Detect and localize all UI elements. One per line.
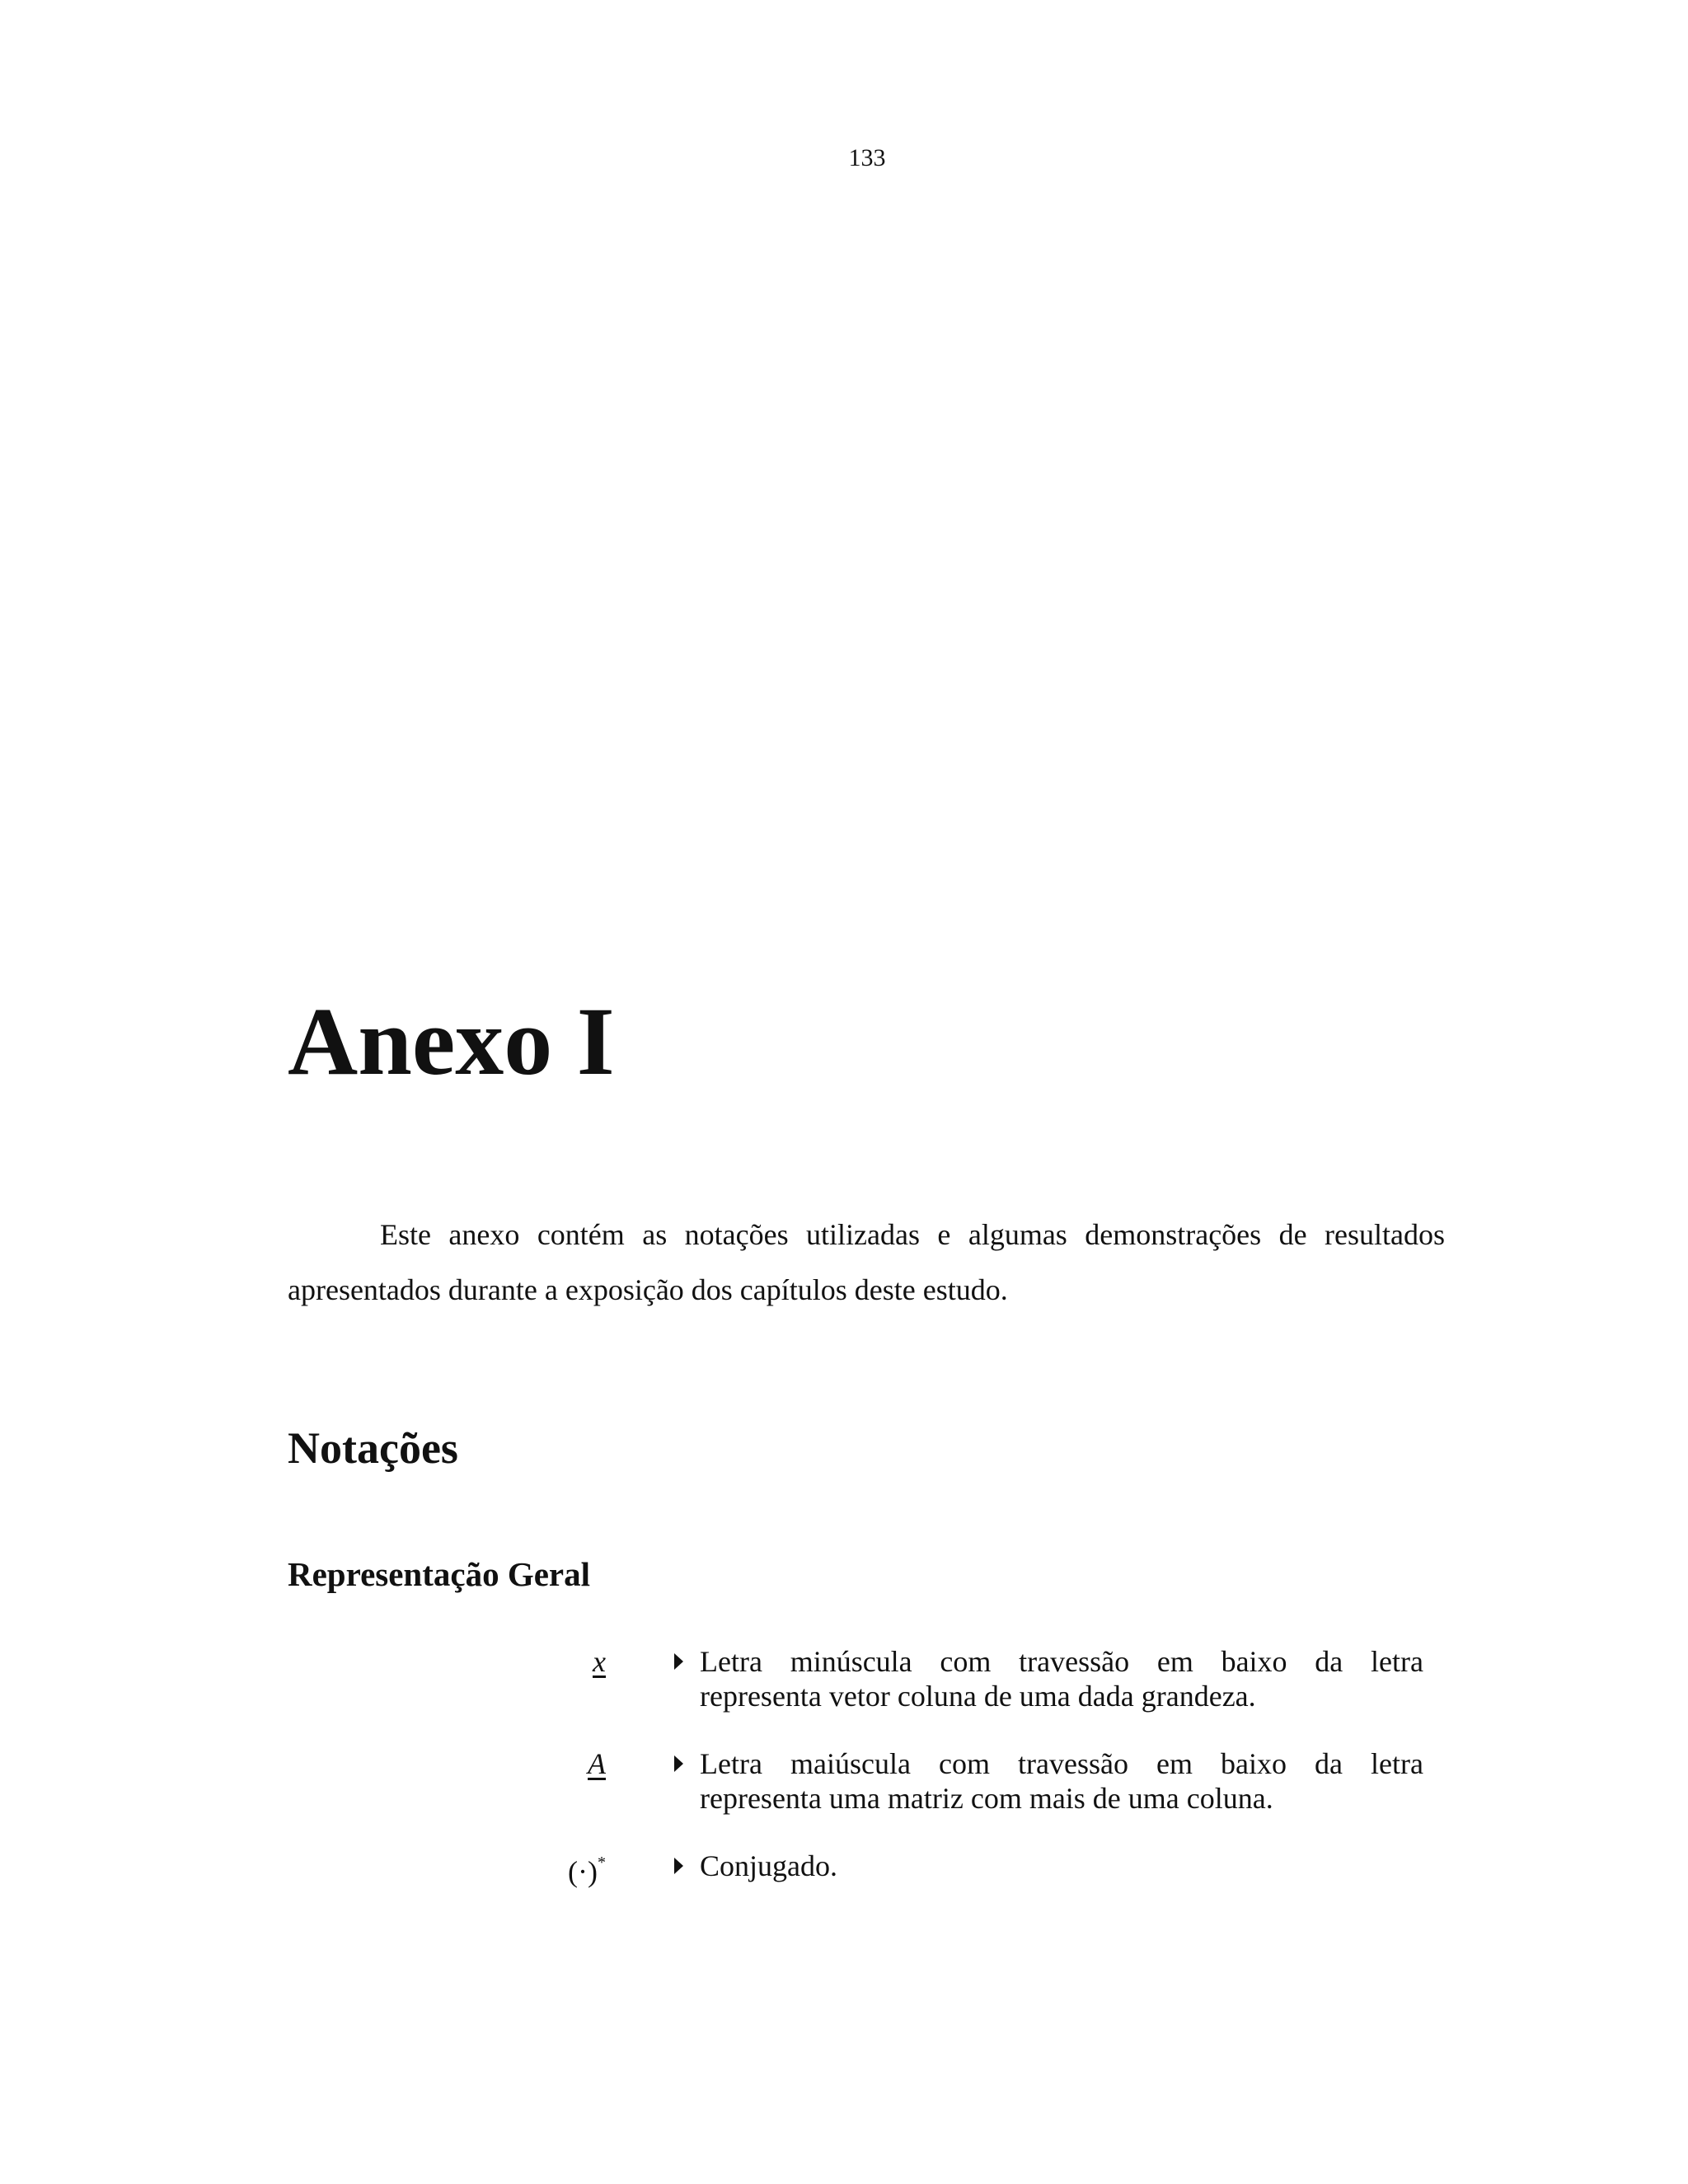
notation-description-line: representa uma matriz com mais de uma coluna. <box>700 1782 1273 1815</box>
notation-row <box>528 1746 1426 1849</box>
notation-list <box>528 1644 1426 1951</box>
notation-description <box>700 1849 1423 1883</box>
section-heading-notacoes: Notações <box>288 1423 458 1473</box>
notation-row <box>528 1849 1426 1951</box>
notation-description-line: representa vetor coluna de uma dada grandeza. <box>700 1680 1256 1713</box>
notation-description-line: Conjugado. <box>700 1849 837 1882</box>
notation-description <box>700 1644 1423 1713</box>
notation-symbol-superscript: * <box>598 1854 606 1872</box>
subsection-heading-representacao-geral: Representação Geral <box>288 1555 590 1593</box>
notation-description-line: Letra minúscula com travessão em baixo da letra <box>700 1645 1423 1678</box>
intro-paragraph: Este anexo contém as notações utilizadas e algumas demonstrações de resultados apresentados durante a exposição dos capítulos deste estudo. <box>288 1218 1445 1306</box>
page-number: 133 <box>848 144 886 171</box>
notation-description <box>700 1746 1423 1816</box>
notation-row <box>528 1644 1426 1746</box>
right-triangle-bullet-icon <box>674 1653 683 1670</box>
notation-symbol-base: (·) <box>568 1855 598 1888</box>
notation-symbol <box>568 1849 606 1889</box>
notation-symbol: A <box>588 1747 606 1780</box>
right-triangle-bullet-icon <box>674 1755 683 1772</box>
right-triangle-bullet-icon <box>674 1858 683 1874</box>
notation-description-line: Letra maiúscula com travessão em baixo da letra <box>700 1747 1423 1780</box>
notation-symbol: x <box>593 1645 606 1678</box>
chapter-title: Anexo I <box>288 987 615 1095</box>
